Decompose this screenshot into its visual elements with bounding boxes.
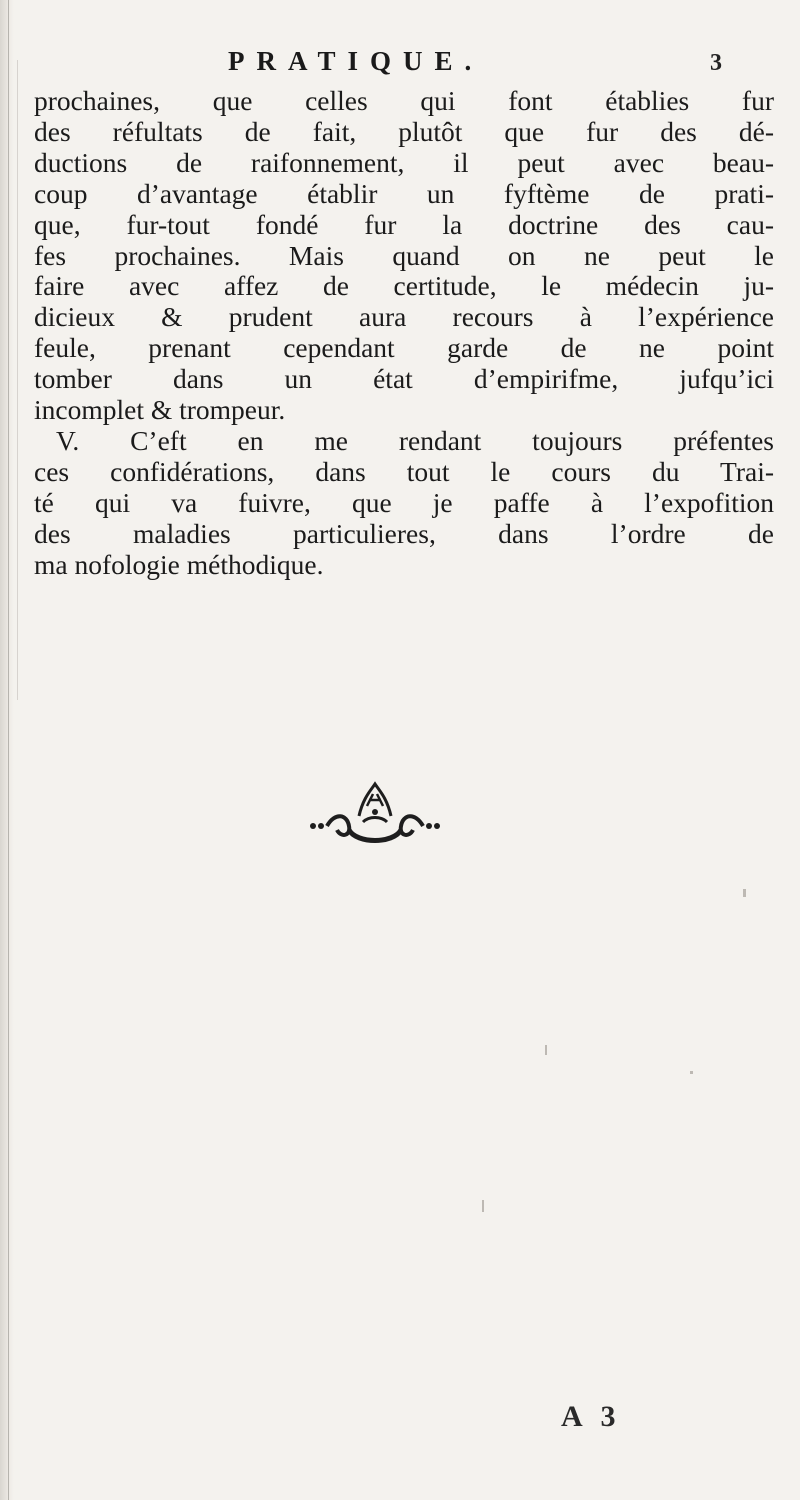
gutter-rule [8, 0, 9, 1500]
text-line: dicieux & prudent aura recours à l’expérience [34, 301, 774, 333]
text-line: V. C’eft en me rendant toujours préfentes [56, 424, 774, 456]
text-line: prochaines, que celles qui font établies fur [34, 85, 774, 116]
running-head: PRATIQUE. [228, 46, 484, 76]
text-line: fes prochaines. Mais quand on ne peut le [34, 239, 774, 271]
catchword: A 3 [561, 1400, 622, 1433]
text-line: coup d’avantage établir un fyftème de prati- [34, 177, 774, 209]
page-mark: 3 [710, 50, 722, 76]
paper-speck [482, 1200, 484, 1212]
text-line: feule, prenant cependant garde de ne point [34, 332, 774, 364]
paper-speck [690, 1071, 693, 1074]
text-line: ma nofologie méthodique. [34, 548, 324, 580]
tailpiece-ornament-icon [307, 776, 443, 846]
page-gutter [0, 0, 14, 1500]
text-line: ces confidérations, dans tout le cours du Trai- [34, 455, 774, 487]
body-text [34, 86, 774, 581]
text-line: que, fur-tout fondé fur la doctrine des cau- [34, 208, 774, 240]
text-line: des maladies particulieres, dans l’ordre de [34, 517, 774, 549]
text-line: ductions de raifonnement, il peut avec beau- [34, 146, 774, 178]
paper-speck [743, 889, 746, 897]
text-line: faire avec affez de certitude, le médecin ju- [34, 270, 774, 302]
text-line: incomplet & trompeur. [34, 394, 286, 426]
text-line: tomber dans un état d’empirifme, jufqu’ici [34, 363, 774, 395]
page-header [0, 46, 800, 82]
paper-speck [545, 1045, 547, 1055]
text-line: des réfultats de fait, plutôt que fur des dé- [34, 115, 774, 147]
gutter-rule-inner [17, 60, 18, 700]
text-line: té qui va fuivre, que je paffe à l’expofition [34, 486, 774, 518]
